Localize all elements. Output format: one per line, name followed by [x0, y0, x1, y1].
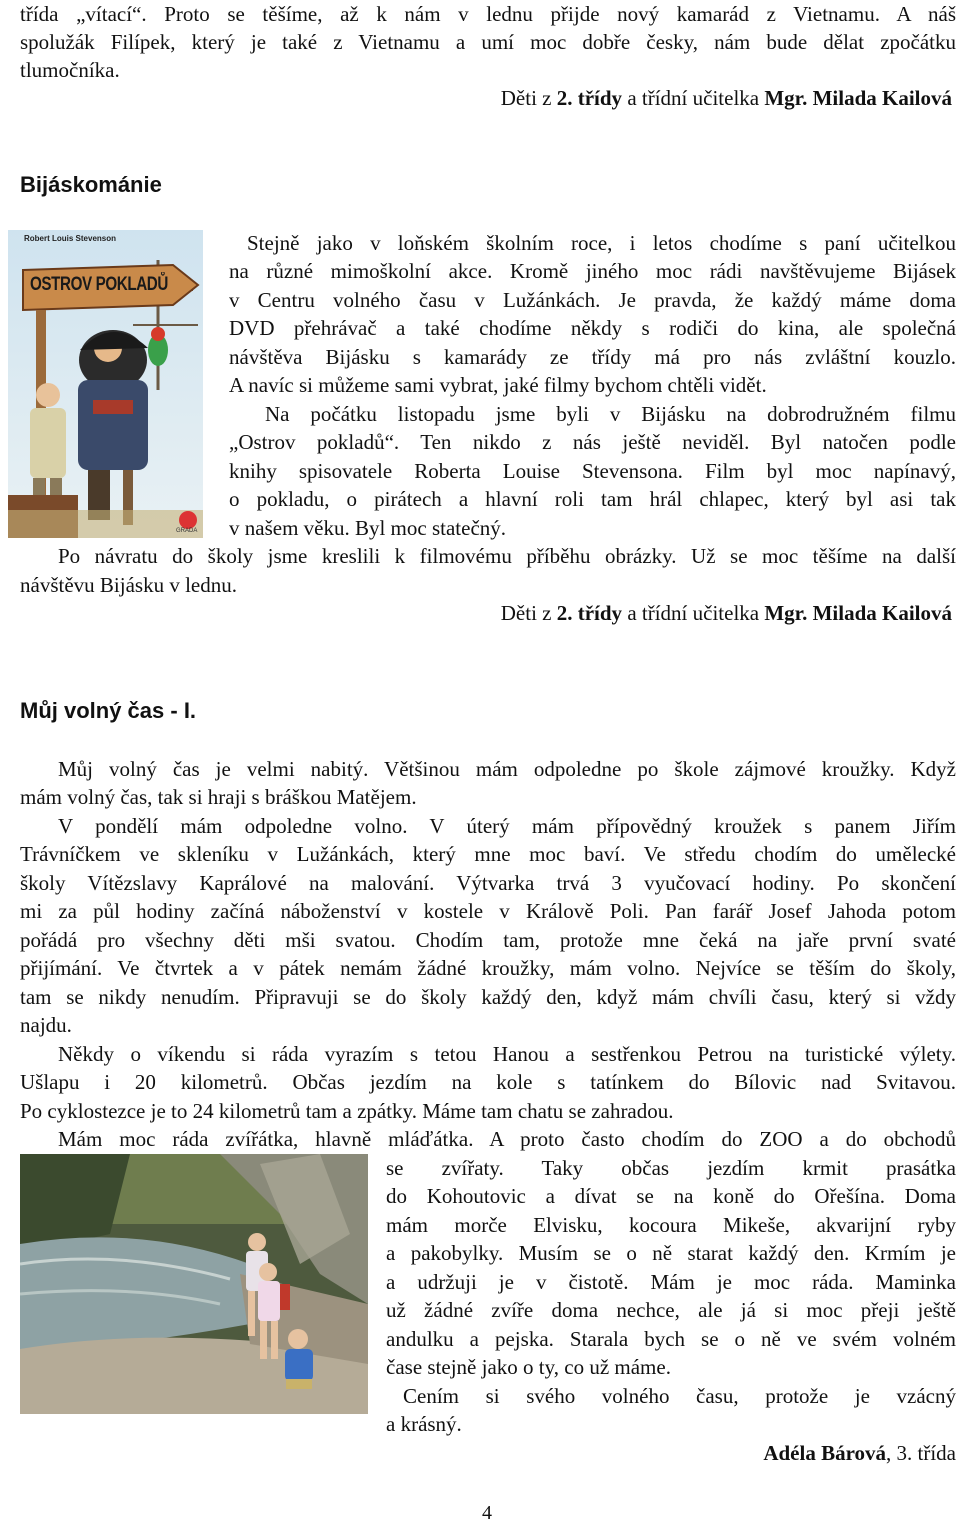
volny-right-line-2: do Kohoutovic a dívat se na koně do Ořešína. Doma: [386, 1184, 956, 1208]
section-heading-bijaskomanie: Bijáskománie: [20, 172, 162, 197]
volny-line-6: mi za půl hodiny začíná náboženství v kostele v Králově Poli. Pan farář Josef Jahoda potom: [20, 899, 956, 923]
volny-line-2: mám volný čas, tak si hraji s bráškou Matějem.: [20, 785, 417, 809]
bijasko-line-10: o pokladu, o pirátech a hlavní roli tam hrál chlapec, který byl asi tak: [229, 487, 956, 511]
page-number: 4: [482, 1502, 492, 1524]
bijasko-line-7: Na počátku listopadu jsme byli v Bijásku na dobrodružném filmu: [265, 402, 956, 426]
top-line-3: tlumočníka.: [20, 58, 120, 82]
volny-right-line-6: už žádné zvíře doma nechce, ale já si moc přeji ještě: [386, 1298, 956, 1322]
volny-line-14: Mám moc ráda zvířátka, hlavně mláďátka. A proto často chodím do ZOO a do obchodů: [58, 1127, 956, 1151]
bijasko-line-6: A navíc si můžeme sami vybrat, jaké filmy bychom chtěli vidět.: [229, 373, 767, 397]
volny-right-line-3: mám morče Elvisku, kocoura Mikeše, akvarijní ryby: [386, 1213, 956, 1237]
volny-right-line-10: a krásný.: [386, 1412, 462, 1436]
volny-line-3: V pondělí mám odpoledne volno. V úterý mám přípovědný kroužek s panem Jiřím: [58, 814, 956, 838]
top-line-1: třída „vítací“. Proto se těšíme, až k nám v lednu přijde nový kamarád z Vietnamu. A náš: [20, 2, 956, 26]
volny-line-7: pořádá pro všechny děti mši svatou. Chodím tam, protože mne čeká na jaře první svaté: [20, 928, 956, 952]
bijasko-line-1: Stejně jako v loňském školním roce, i letos chodíme s paní učitelkou: [247, 231, 956, 255]
volny-line-9: tam se nikdy nenudím. Připravuji se do školy každý den, když mám chvíli času, který si vždy: [20, 985, 956, 1009]
volny-right-line-8: čase stejně jako o ty, co už máme.: [386, 1355, 671, 1379]
publisher-logo-icon: [179, 511, 197, 529]
volny-line-13: Po cyklostezce je to 24 kilometrů tam a zpátky. Máme tam chatu se zahradou.: [20, 1099, 674, 1123]
children-by-river-photo: [20, 1154, 368, 1414]
volny-right-line-4: a pakobylky. Musím se o ně starat každý den. Krmím je: [386, 1241, 956, 1265]
book-cover-image: [8, 230, 203, 538]
bijasko-signature: Děti z 2. třídy a třídní učitelka Mgr. Milada Kailová: [500, 601, 952, 625]
volny-line-11: Někdy o víkendu si ráda vyrazím s tetou Hanou a sestřenkou Petrou na turistické výlety.: [58, 1042, 956, 1066]
volny-line-4: Trávníčkem ve skleníku v Lužánkách, který mne moc baví. Ve středu chodím do umělecké: [20, 842, 956, 866]
bijasko-line-5: návštěva Bijásku s kamarády ze třídy má pro nás zvláštní kouzlo.: [229, 345, 956, 369]
bijasko-line-11: v našem věku. Byl moc statečný.: [229, 516, 507, 540]
bijasko-line-2: na různé mimoškolní akce. Kromě jiného moc rádi navštěvujeme Bijásek: [229, 259, 956, 283]
bijasko-line-13: návštěvu Bijásku v lednu.: [20, 573, 237, 597]
volny-line-5: školy Vítězslavy Kaprálové na malování. Výtvarka trvá 3 vyučovací hodiny. Po skončení: [20, 871, 956, 895]
section-heading-muj-volny-cas: Můj volný čas - I.: [20, 698, 197, 723]
bijasko-line-3: v Centru volného času v Lužánkách. Je pravda, že každý máme doma: [229, 288, 956, 312]
volny-right-line-7: andulku a pejska. Starala bych se o ně ve svém volném: [386, 1327, 956, 1351]
volny-right-line-9: Cením si svého volného času, protože je vzácný: [403, 1384, 956, 1408]
book-cover-publisher: GRADA: [176, 528, 198, 534]
top-signature: Děti z 2. třídy a třídní učitelka Mgr. Milada Kailová: [500, 86, 952, 110]
volny-line-1: Můj volný čas je velmi nabitý. Většinou mám odpoledne po škole zájmové kroužky. Když: [58, 757, 956, 781]
photo-illustration: [20, 1154, 368, 1414]
bijasko-line-8: „Ostrov pokladů“. Ten nikdo z nás ještě neviděl. Byl natočen podle: [229, 430, 956, 454]
top-line-2: spolužák Filípek, který je také z Vietnamu a umí moc dobře česky, nám bude dělat zpočátku: [20, 30, 956, 54]
volny-line-12: Ušlapu i 20 kilometrů. Občas jezdím na kole s tatínkem do Bílovic nad Svitavou.: [20, 1070, 956, 1094]
volny-line-8: přijímání. Ve čtvrtek a v pátek nemám žádné kroužky, mám volno. Nejvíce se těším do školy,: [20, 956, 956, 980]
bijasko-line-9: knihy spisovatele Roberta Louise Stevensona. Film byl moc napínavý,: [229, 459, 956, 483]
volny-line-10: najdu.: [20, 1013, 72, 1037]
volny-right-line-1: se zvířaty. Taky občas jezdím krmit prasátka: [386, 1156, 956, 1180]
bijasko-line-4: DVD přehrávač a také chodíme někdy s rodiči do kina, ale společná: [229, 316, 956, 340]
volny-signature: Adéla Bárová, 3. třída: [763, 1441, 956, 1465]
bijasko-line-12: Po návratu do školy jsme kreslili k filmovému příběhu obrázky. Už se moc těšíme na další: [58, 544, 956, 568]
book-cover-author: Robert Louis Stevenson: [24, 234, 117, 243]
volny-right-line-5: a udržuji je v čistotě. Mám je moc ráda. Maminka: [386, 1270, 956, 1294]
book-cover-title: OSTROV POKLADŮ: [30, 274, 168, 295]
